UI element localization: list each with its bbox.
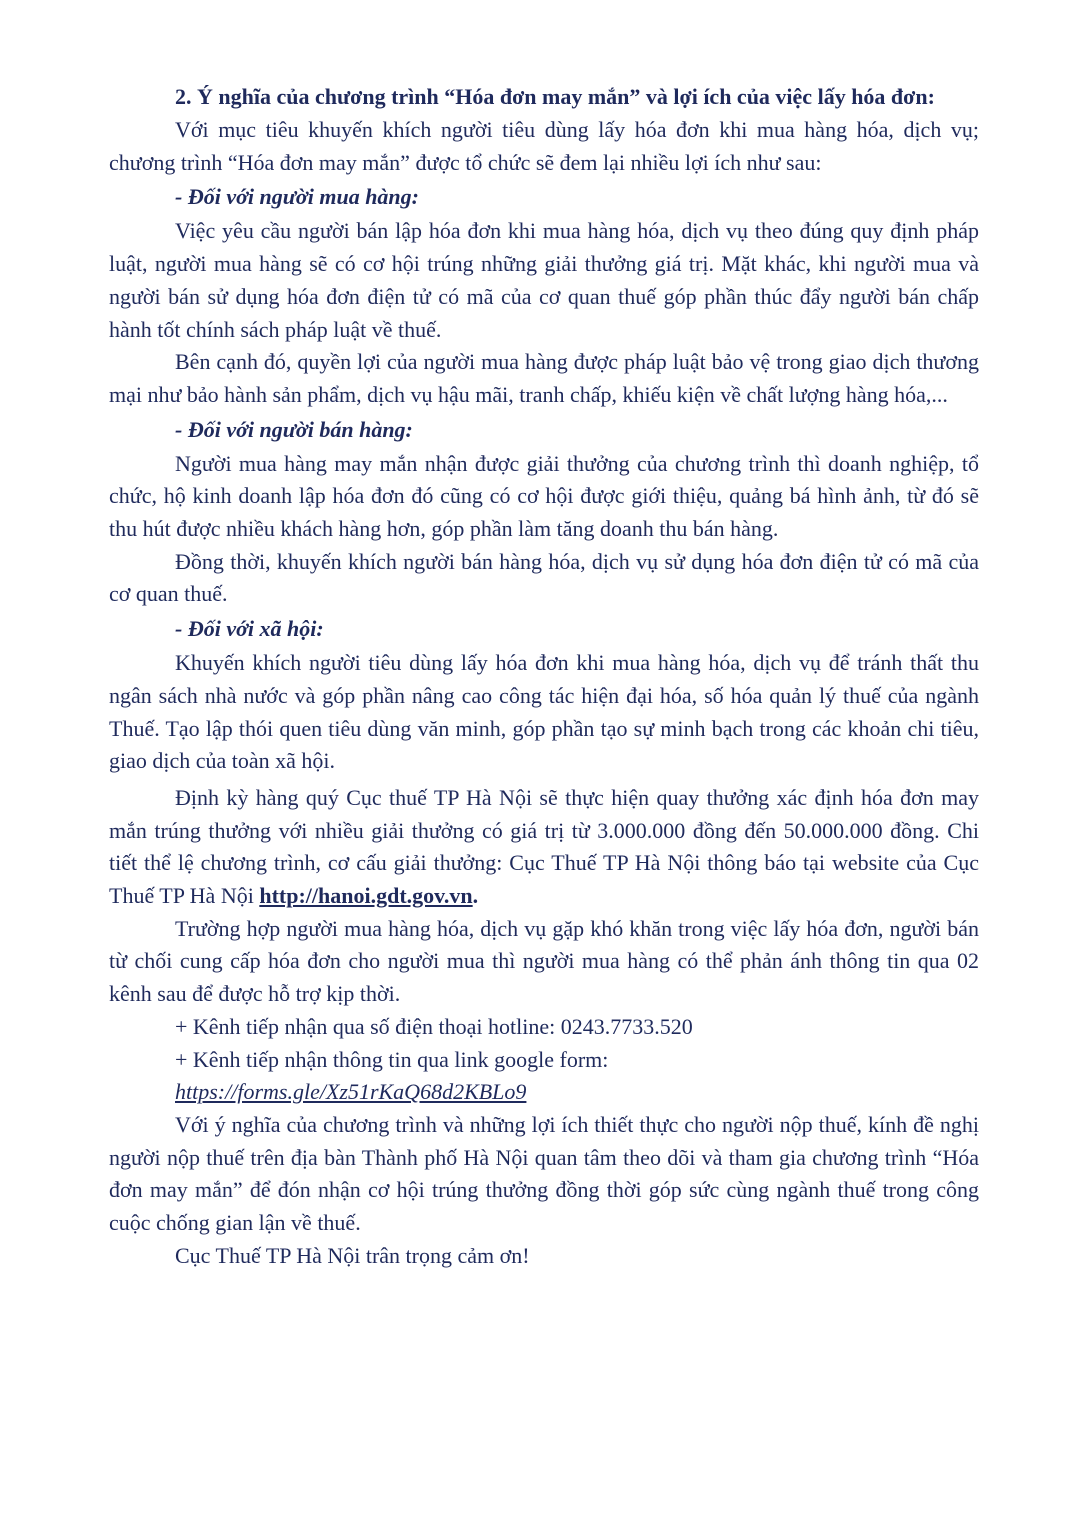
society-paragraph: Khuyến khích người tiêu dùng lấy hóa đơn khi mua hàng hóa, dịch vụ để tránh thất thu ngân sách nhà nước và góp phần nâng cao công tác hiện đại hóa, số hóa quản lý thuế của ngành Thuế. Tạo lập thói quen tiêu dùng văn minh, góp phần tạo sự minh bạch trong các khoản chi tiêu, giao dịch của toàn xã hội. bbox=[109, 650, 979, 774]
seller-paragraph-2: Đồng thời, khuyến khích người bán hàng hóa, dịch vụ sử dụng hóa đơn điện tử có mã của cơ quan thuế. bbox=[109, 548, 979, 607]
document-page bbox=[109, 80, 979, 1273]
form-line: + Kênh tiếp nhận thông tin qua link google form: bbox=[175, 1046, 609, 1072]
website-link[interactable]: http://hanoi.gdt.gov.vn bbox=[259, 883, 473, 909]
schedule-period: . bbox=[472, 883, 479, 909]
buyer-paragraph-2: Bên cạnh đó, quyền lợi của người mua hàng được pháp luật bảo vệ trong giao dịch thương mại như bảo hành sản phẩm, dịch vụ hậu mãi, tranh chấp, khiếu kiện về chất lượng hàng hóa,... bbox=[109, 349, 979, 407]
schedule-paragraph bbox=[109, 782, 979, 913]
seller-subheading: - Đối với người bán hàng: bbox=[175, 416, 413, 442]
buyer-subheading: - Đối với người mua hàng: bbox=[175, 184, 419, 210]
intro-paragraph: Với mục tiêu khuyến khích người tiêu dùng lấy hóa đơn khi mua hàng hóa, dịch vụ; chương trình “Hóa đơn may mắn” được tổ chức sẽ đem lại nhiều lợi ích như sau: bbox=[109, 117, 979, 175]
google-form-link[interactable]: https://forms.gle/Xz51rKaQ68d2KBLo9 bbox=[175, 1079, 527, 1105]
thanks-line: Cục Thuế TP Hà Nội trân trọng cảm ơn! bbox=[175, 1242, 530, 1268]
schedule-text: Định kỳ hàng quý Cục thuế TP Hà Nội sẽ thực hiện quay thưởng xác định hóa đơn may mắn trúng thưởng với nhiều giải thưởng có giá trị từ 3.000.000 đồng đến 50.000.000 đồng. Chi tiết thể lệ chương trình, cơ cấu giải thưởng: Cục Thuế TP Hà Nội thông báo tại website của Cục Thuế TP Hà Nội bbox=[109, 784, 979, 909]
section-heading: 2. Ý nghĩa của chương trình “Hóa đơn may mắn” và lợi ích của việc lấy hóa đơn: bbox=[175, 84, 935, 109]
society-subheading: - Đối với xã hội: bbox=[175, 616, 324, 642]
seller-paragraph-1: Người mua hàng may mắn nhận được giải thưởng của chương trình thì doanh nghiệp, tổ chức, hộ kinh doanh lập hóa đơn đó cũng có cơ hội được giới thiệu, quảng bá hình ảnh, từ đó sẽ thu hút được nhiều khách hàng hơn, góp phần làm tăng doanh thu bán hàng. bbox=[109, 450, 979, 542]
support-paragraph: Trường hợp người mua hàng hóa, dịch vụ gặp khó khăn trong việc lấy hóa đơn, người bán từ chối cung cấp hóa đơn cho người mua thì người mua hàng có thể phản ánh thông tin qua 02 kênh sau để được hỗ trợ kịp thời. bbox=[109, 915, 979, 1007]
buyer-paragraph-1: Việc yêu cầu người bán lập hóa đơn khi mua hàng hóa, dịch vụ theo đúng quy định pháp luật, người mua hàng sẽ có cơ hội trúng những giải thưởng giá trị. Mặt khác, khi người mua và người bán sử dụng hóa đơn điện tử có mã của cơ quan thuế góp phần thúc đẩy người bán chấp hành tốt chính sách pháp luật về thuế. bbox=[109, 218, 979, 342]
hotline-line: + Kênh tiếp nhận qua số điện thoại hotline: 0243.7733.520 bbox=[175, 1013, 693, 1039]
closing-paragraph: Với ý nghĩa của chương trình và những lợi ích thiết thực cho người nộp thuế, kính đề nghị người nộp thuế trên địa bàn Thành phố Hà Nội quan tâm theo dõi và tham gia chương trình “Hóa đơn may mắn” để đón nhận cơ hội trúng thưởng đồng thời góp sức cùng ngành thuế trong công cuộc chống gian lận về thuế. bbox=[109, 1111, 979, 1236]
form-link-line bbox=[109, 1076, 979, 1109]
